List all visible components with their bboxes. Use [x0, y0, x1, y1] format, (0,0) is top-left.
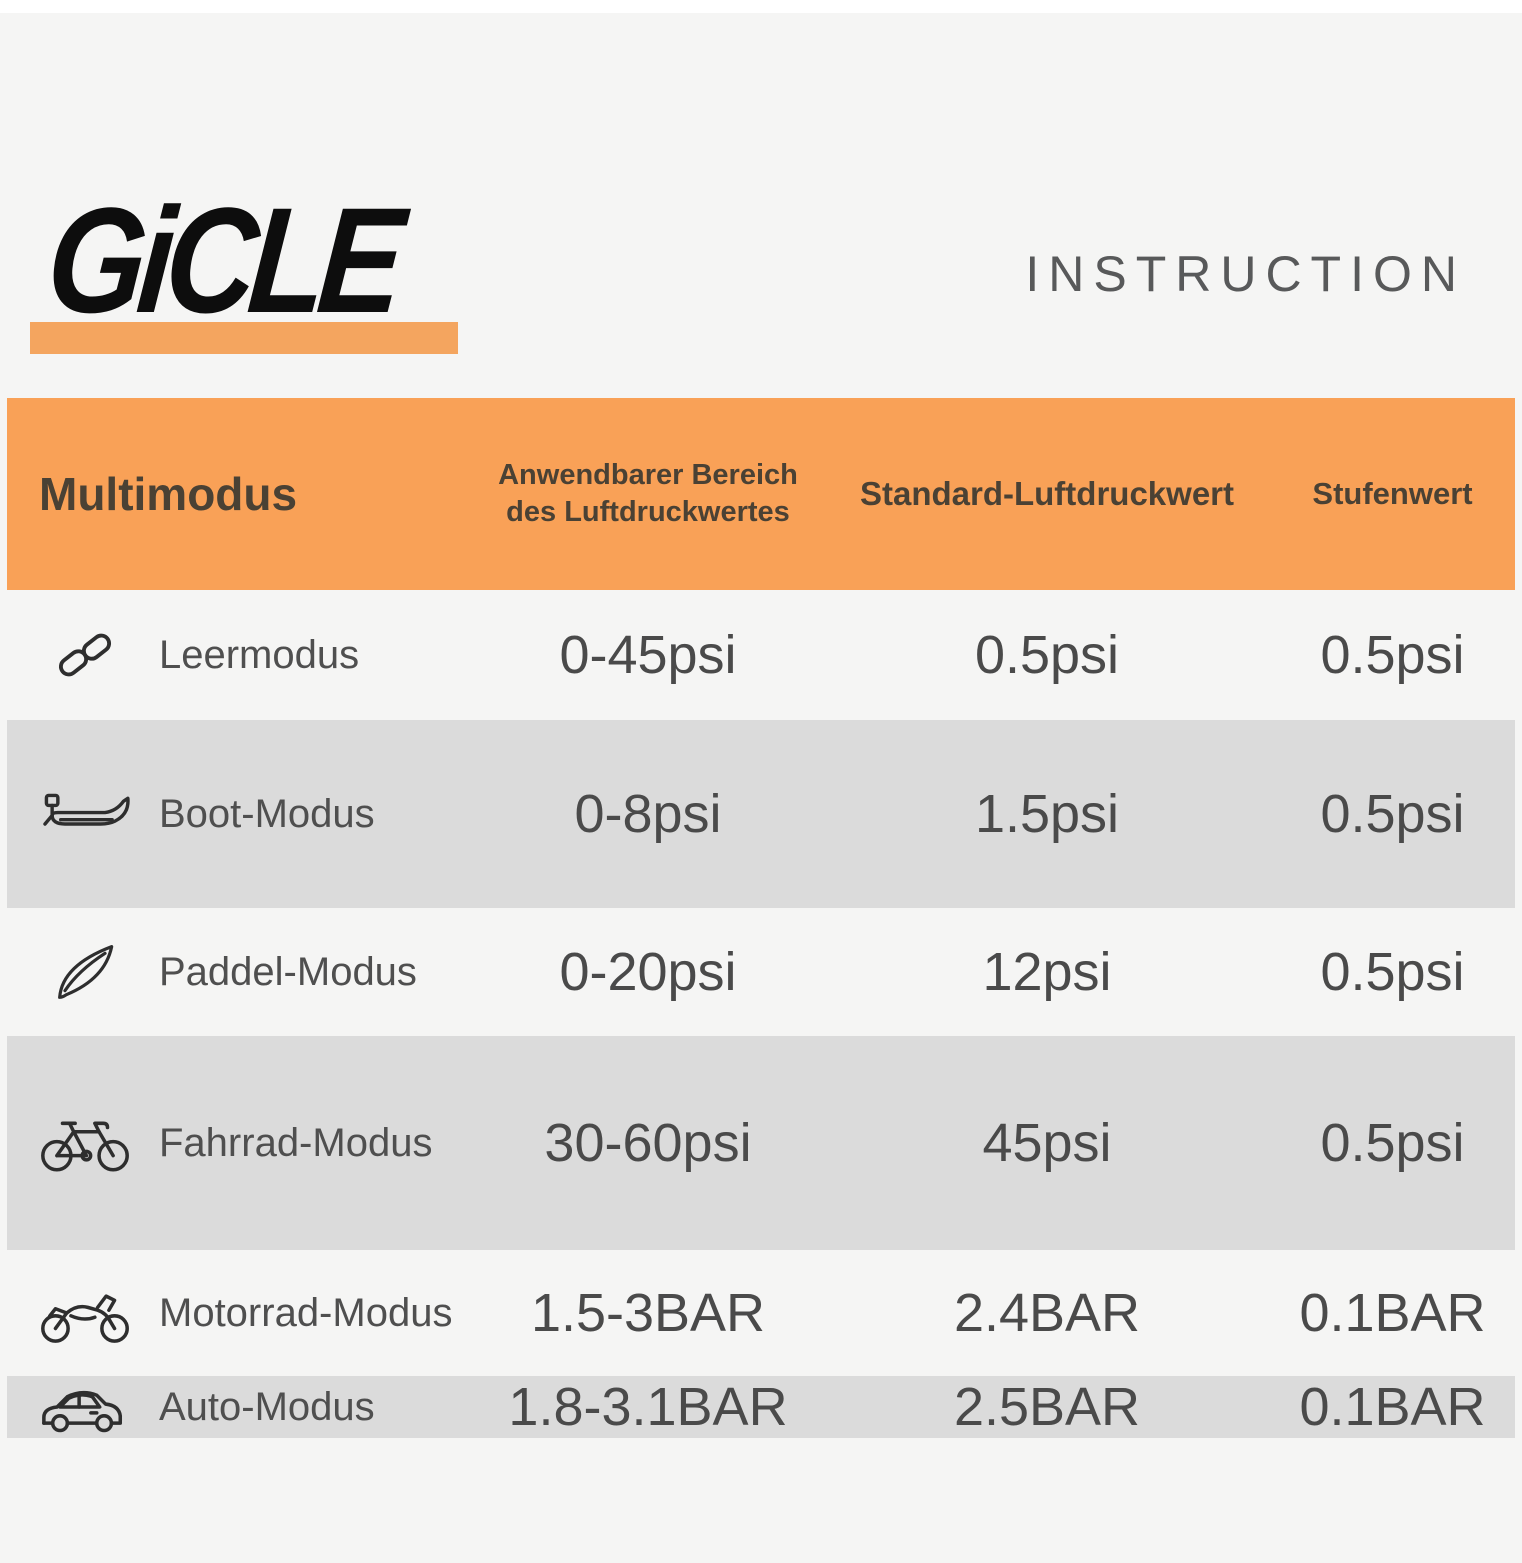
step-value: 0.5psi — [1320, 1113, 1465, 1173]
range-value: 0-8psi — [574, 784, 722, 844]
range-value: 0-45psi — [559, 625, 737, 685]
step-value: 0.5psi — [1320, 942, 1465, 1002]
mode-label: Leermodus — [159, 632, 360, 677]
motorcycle-icon — [37, 1282, 133, 1344]
mode-cell — [7, 1036, 462, 1250]
standard-value: 45psi — [982, 1113, 1112, 1173]
mode-cell — [7, 1250, 462, 1376]
table-row — [7, 1250, 1515, 1376]
header-range-line1: Anwendbarer Bereich — [498, 459, 798, 491]
mode-cell — [7, 720, 462, 908]
mode-label: Fahrrad-Modus — [159, 1120, 433, 1165]
brand-header — [0, 13, 1522, 398]
range-value: 0-20psi — [559, 942, 737, 1002]
table-header-row — [7, 398, 1515, 590]
table-row — [7, 908, 1515, 1036]
mode-label: Auto-Modus — [159, 1384, 375, 1429]
bicycle-icon — [37, 1112, 133, 1174]
pressure-mode-table — [7, 398, 1515, 1438]
step-value: 0.1BAR — [1299, 1377, 1486, 1437]
mode-cell — [7, 1376, 462, 1438]
standard-value: 12psi — [982, 942, 1112, 1002]
table-row — [7, 1376, 1515, 1438]
logo-text: GiCLE — [41, 176, 404, 344]
standard-value: 2.4BAR — [953, 1283, 1141, 1343]
boat-icon — [37, 784, 133, 844]
mode-label: Boot-Modus — [159, 791, 375, 836]
brand-logo — [30, 173, 490, 373]
standard-value: 1.5psi — [974, 784, 1120, 844]
header-step-value: Stufenwert — [1312, 476, 1473, 511]
mode-cell — [7, 590, 462, 720]
range-value: 30-60psi — [544, 1113, 752, 1173]
range-value: 1.8-3.1BAR — [508, 1377, 788, 1437]
header-range-line2: des Luftdruckwertes — [506, 496, 790, 528]
table-row — [7, 720, 1515, 908]
car-icon — [37, 1379, 133, 1435]
mode-label: Motorrad-Modus — [159, 1290, 453, 1335]
standard-value: 2.5BAR — [953, 1377, 1141, 1437]
top-white-strip — [0, 0, 1522, 13]
table-row — [7, 1036, 1515, 1250]
step-value: 0.5psi — [1320, 784, 1465, 844]
range-value: 1.5-3BAR — [530, 1283, 766, 1343]
header-multimodus: Multimodus — [39, 468, 298, 520]
table-row — [7, 590, 1515, 720]
step-value: 0.5psi — [1320, 625, 1465, 685]
paddleboard-icon — [37, 940, 133, 1004]
link-icon — [37, 626, 133, 684]
mode-label: Paddel-Modus — [159, 949, 417, 994]
step-value: 0.1BAR — [1299, 1283, 1486, 1343]
header-applicable-range — [462, 398, 834, 590]
mode-cell — [7, 908, 462, 1036]
header-standard-pressure: Standard-Luftdruckwert — [859, 475, 1235, 512]
instruction-title: INSTRUCTION — [1025, 246, 1466, 302]
standard-value: 0.5psi — [974, 625, 1120, 685]
